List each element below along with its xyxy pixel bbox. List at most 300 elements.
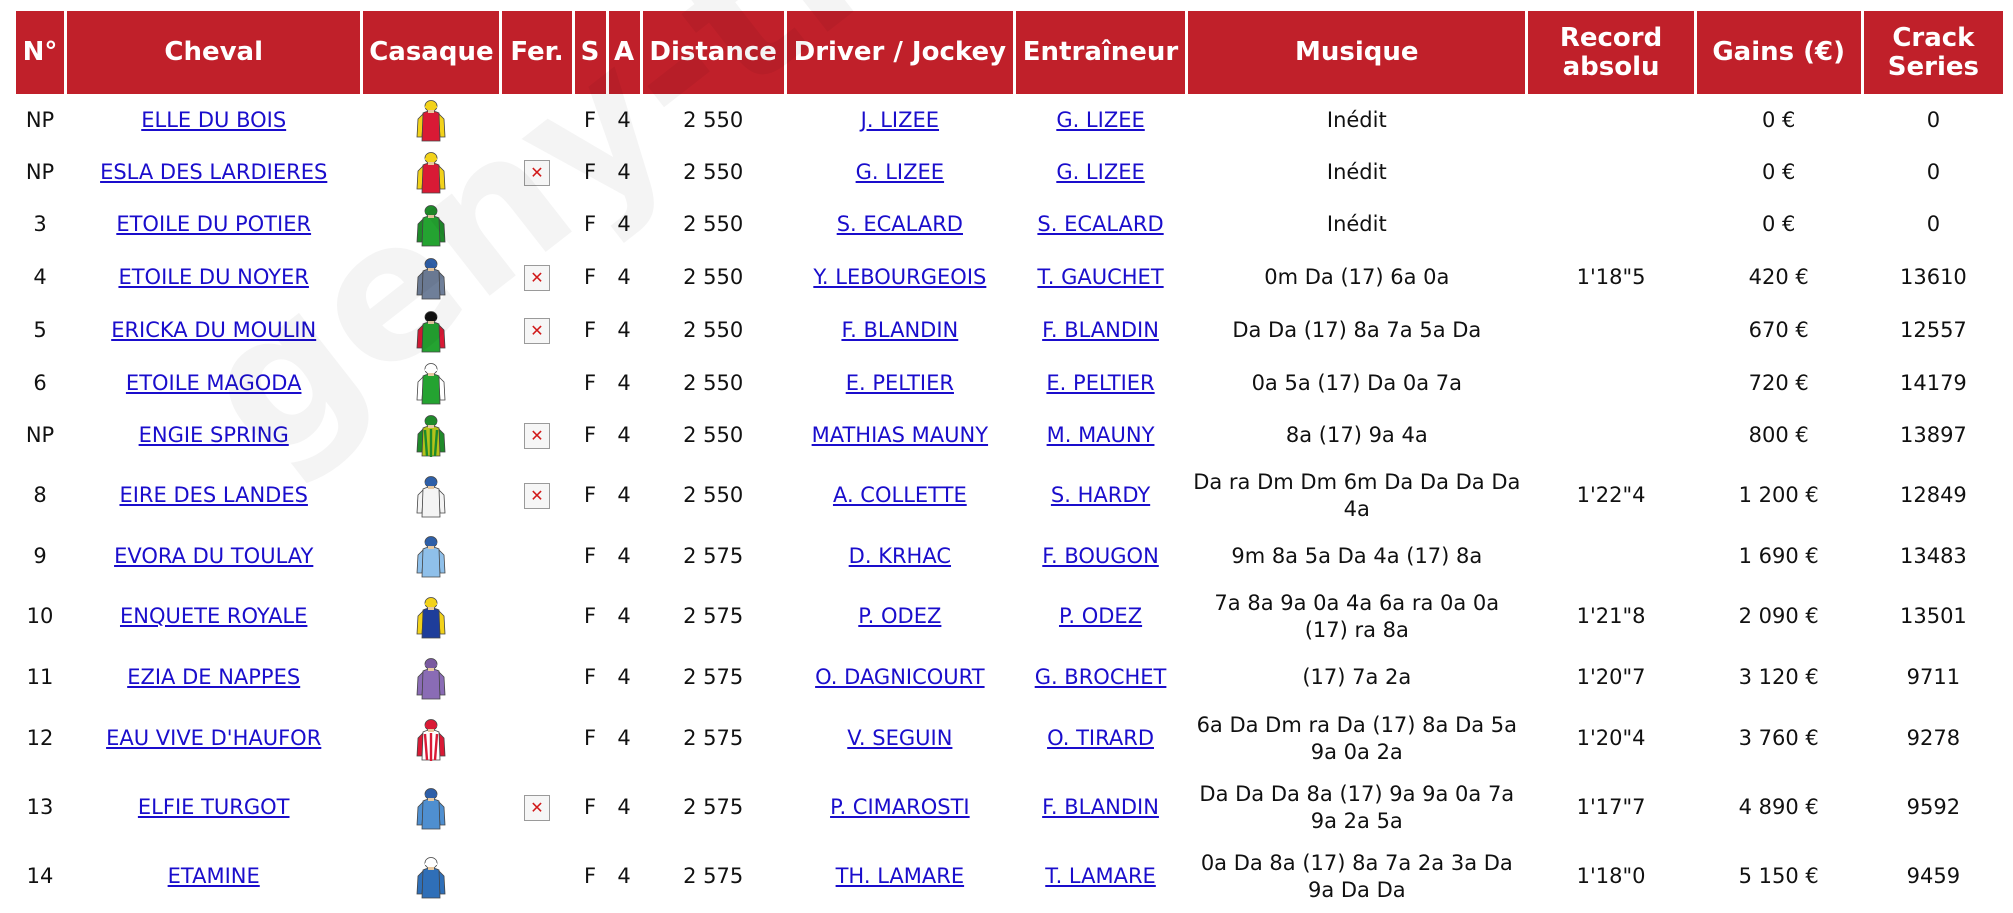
header-cheval[interactable]: Cheval <box>67 11 360 94</box>
cell-musique <box>1188 773 1525 842</box>
runner-musique: Inédit <box>1326 212 1387 236</box>
cell-entraineur <box>1016 198 1185 251</box>
cell-age <box>609 651 640 704</box>
cell-gains <box>1697 304 1861 357</box>
cell-crack <box>1864 651 2003 704</box>
cell-cheval <box>67 146 360 198</box>
cell-crack <box>1864 146 2003 198</box>
cell-num <box>16 461 64 530</box>
cell-driver <box>787 357 1013 409</box>
cell-record <box>1528 530 1693 582</box>
runner-record: 1'22"4 <box>1576 483 1646 507</box>
cell-num <box>16 651 64 704</box>
cell-gains <box>1697 146 1861 198</box>
cell-casaque <box>363 582 499 651</box>
horse-link[interactable]: ELFIE TURGOT <box>137 795 290 819</box>
cell-musique <box>1188 582 1525 651</box>
jockey-silk-icon <box>414 655 448 701</box>
runner-record: 1'20"7 <box>1576 665 1646 689</box>
cell-distance <box>643 461 784 530</box>
trainer-link[interactable]: G. LIZEE <box>1056 107 1145 132</box>
cell-driver <box>787 582 1013 651</box>
header-musique: Musique <box>1188 11 1525 94</box>
driver-link[interactable]: V. SEGUIN <box>847 726 953 750</box>
runner-age: 4 <box>617 483 631 507</box>
cell-record <box>1528 251 1693 304</box>
cell-sexe <box>575 357 606 409</box>
cell-age <box>609 251 640 304</box>
driver-link[interactable]: J. LIZEE <box>860 107 940 132</box>
horse-link[interactable]: ESLA DES LARDIERES <box>100 159 328 184</box>
runner-musique: 0m Da (17) 6a 0a <box>1264 265 1450 289</box>
runner-musique: Inédit <box>1326 107 1387 132</box>
runner-musique: 9m 8a 5a Da 4a (17) 8a <box>1231 543 1483 568</box>
cell-entraineur <box>1016 842 1185 911</box>
runner-age: 4 <box>617 265 631 289</box>
jockey-silk-icon <box>414 255 448 301</box>
cell-musique <box>1188 651 1525 704</box>
cell-crack <box>1864 304 2003 357</box>
runner-distance: 2 550 <box>683 422 744 447</box>
cell-casaque <box>363 409 499 461</box>
cell-casaque <box>363 251 499 304</box>
runner-number: 8 <box>33 483 47 507</box>
cell-fer <box>502 582 571 651</box>
runner-distance: 2 575 <box>683 543 744 568</box>
runner-age: 4 <box>617 318 631 342</box>
cell-musique <box>1188 530 1525 582</box>
cell-sexe <box>575 773 606 842</box>
runner-musique: Da ra Dm Dm 6m Da Da Da Da 4a <box>1193 469 1521 521</box>
cell-driver <box>787 530 1013 582</box>
cell-driver <box>787 304 1013 357</box>
header-record[interactable] <box>1528 11 1693 94</box>
horse-link[interactable]: EZIA DE NAPPES <box>127 665 301 689</box>
cell-num <box>16 773 64 842</box>
cell-entraineur <box>1016 94 1185 146</box>
jockey-silk-icon <box>414 785 448 831</box>
horseshoe-removed-icon <box>524 423 550 449</box>
cell-sexe <box>575 530 606 582</box>
cell-sexe <box>575 146 606 198</box>
cell-num <box>16 198 64 251</box>
cell-crack <box>1864 530 2003 582</box>
cell-cheval <box>67 704 360 773</box>
table-row <box>16 530 2003 582</box>
runner-distance: 2 575 <box>683 604 744 628</box>
runner-gains: 0 € <box>1762 159 1796 184</box>
trainer-link[interactable]: F. BLANDIN <box>1042 318 1159 342</box>
runner-gains: 420 € <box>1748 265 1809 289</box>
runner-age: 4 <box>617 864 631 888</box>
cell-age <box>609 461 640 530</box>
runner-distance: 2 575 <box>683 864 744 888</box>
driver-link[interactable]: A. COLLETTE <box>832 483 967 507</box>
trainer-link[interactable]: P. ODEZ <box>1058 604 1143 628</box>
cell-crack <box>1864 842 2003 911</box>
driver-link[interactable]: F. BLANDIN <box>841 318 959 342</box>
runner-crack: 13610 <box>1899 265 1967 289</box>
cell-distance <box>643 94 784 146</box>
runner-crack: 13501 <box>1899 604 1967 628</box>
runner-crack: 12557 <box>1899 318 1967 342</box>
cell-record <box>1528 198 1693 251</box>
cell-fer <box>502 251 571 304</box>
header-driver: Driver / Jockey <box>787 11 1013 94</box>
runner-distance: 2 575 <box>683 665 744 689</box>
cell-cheval <box>67 198 360 251</box>
runner-distance: 2 550 <box>683 483 744 507</box>
runner-gains: 5 150 € <box>1738 864 1819 888</box>
cell-entraineur <box>1016 582 1185 651</box>
header-gains[interactable]: Gains (€) <box>1697 11 1861 94</box>
cell-crack <box>1864 198 2003 251</box>
header-crack[interactable] <box>1864 11 2003 94</box>
driver-link[interactable]: E. PELTIER <box>845 370 954 395</box>
cell-gains <box>1697 94 1861 146</box>
cell-gains <box>1697 198 1861 251</box>
runner-sex: F <box>584 370 597 395</box>
runner-number: NP <box>25 107 55 132</box>
runner-sex: F <box>584 864 597 888</box>
driver-link[interactable]: G. LIZEE <box>855 159 945 184</box>
runner-sex: F <box>584 422 597 447</box>
horse-link[interactable]: ETOILE DU POTIER <box>116 212 312 236</box>
header-casaque: Casaque <box>363 11 499 94</box>
cell-crack <box>1864 251 2003 304</box>
jockey-silk-icon <box>414 594 448 640</box>
runner-crack: 9459 <box>1906 864 1961 888</box>
runner-sex: F <box>584 107 597 132</box>
trainer-link[interactable]: T. LAMARE <box>1045 864 1156 888</box>
horse-link[interactable]: EAU VIVE D'HAUFOR <box>106 726 322 750</box>
table-row <box>16 251 2003 304</box>
cell-entraineur <box>1016 773 1185 842</box>
cell-sexe <box>575 842 606 911</box>
horseshoe-removed-icon <box>524 318 550 344</box>
runner-distance: 2 550 <box>683 107 744 132</box>
runner-sex: F <box>584 159 597 184</box>
jockey-silk-icon <box>414 202 448 248</box>
table-row <box>16 198 2003 251</box>
table-row <box>16 582 2003 651</box>
runner-crack: 9711 <box>1906 665 1961 689</box>
cell-age <box>609 146 640 198</box>
trainer-link[interactable]: S. ECALARD <box>1037 212 1164 236</box>
horse-link[interactable]: ELLE DU BOIS <box>141 107 287 132</box>
jockey-silk-icon <box>414 473 448 519</box>
trainer-link[interactable]: T. GAUCHET <box>1037 265 1164 289</box>
runner-age: 4 <box>617 159 631 184</box>
runner-number: 6 <box>33 370 47 395</box>
runner-crack: 9592 <box>1906 795 1961 819</box>
runner-number: 14 <box>26 864 54 888</box>
cell-entraineur <box>1016 357 1185 409</box>
cell-musique <box>1188 251 1525 304</box>
cell-casaque <box>363 842 499 911</box>
cell-fer <box>502 146 571 198</box>
runner-crack: 0 <box>1926 107 1941 132</box>
cell-fer <box>502 651 571 704</box>
header-crack-line1: Crack <box>1892 22 1975 53</box>
horseshoe-removed-icon <box>524 265 550 291</box>
driver-link[interactable]: D. KRHAC <box>848 543 952 568</box>
horse-link[interactable]: ERICKA DU MOULIN <box>111 318 317 342</box>
jockey-silk-icon <box>414 716 448 762</box>
cell-num <box>16 704 64 773</box>
jockey-silk-icon <box>414 360 448 406</box>
cell-musique <box>1188 146 1525 198</box>
cell-sexe <box>575 461 606 530</box>
cell-gains <box>1697 651 1861 704</box>
driver-link[interactable]: S. ECALARD <box>836 212 963 236</box>
cell-musique <box>1188 704 1525 773</box>
runner-number: 4 <box>33 265 47 289</box>
cell-num <box>16 94 64 146</box>
jockey-silk-icon <box>414 97 448 143</box>
cell-record <box>1528 94 1693 146</box>
runner-record: 1'20"4 <box>1576 726 1646 750</box>
cell-age <box>609 530 640 582</box>
cell-record <box>1528 704 1693 773</box>
runner-gains: 3 120 € <box>1738 665 1819 689</box>
cell-casaque <box>363 704 499 773</box>
cell-entraineur <box>1016 251 1185 304</box>
table-row <box>16 94 2003 146</box>
cell-num <box>16 357 64 409</box>
runner-sex: F <box>584 543 597 568</box>
runner-musique: Inédit <box>1326 159 1387 184</box>
cell-casaque <box>363 94 499 146</box>
cell-age <box>609 582 640 651</box>
cell-cheval <box>67 461 360 530</box>
runner-gains: 4 890 € <box>1738 795 1819 819</box>
runner-gains: 0 € <box>1762 107 1796 132</box>
trainer-link[interactable]: G. BROCHET <box>1034 665 1167 689</box>
cell-crack <box>1864 582 2003 651</box>
runner-age: 4 <box>617 212 631 236</box>
runner-crack: 14179 <box>1899 370 1967 395</box>
jockey-silk-icon <box>414 308 448 354</box>
driver-link[interactable]: P. ODEZ <box>858 604 942 628</box>
runner-sex: F <box>584 726 597 750</box>
trainer-link[interactable]: F. BOUGON <box>1042 543 1159 568</box>
runner-record: 1'17"7 <box>1576 795 1646 819</box>
cell-cheval <box>67 773 360 842</box>
cell-entraineur <box>1016 530 1185 582</box>
cell-musique <box>1188 461 1525 530</box>
trainer-link[interactable]: F. BLANDIN <box>1042 795 1159 819</box>
runner-record: 1'18"5 <box>1576 265 1646 289</box>
runner-crack: 13897 <box>1899 422 1967 447</box>
cell-age <box>609 304 640 357</box>
cell-distance <box>643 198 784 251</box>
trainer-link[interactable]: E. PELTIER <box>1046 370 1155 395</box>
cell-entraineur <box>1016 461 1185 530</box>
runner-crack: 0 <box>1926 212 1941 236</box>
cell-musique <box>1188 842 1525 911</box>
horse-link[interactable]: ETOILE MAGODA <box>125 370 302 395</box>
cell-num <box>16 530 64 582</box>
runner-crack: 9278 <box>1906 726 1961 750</box>
cell-fer <box>502 357 571 409</box>
runner-crack: 13483 <box>1899 543 1967 568</box>
jockey-silk-icon <box>414 149 448 195</box>
cell-driver <box>787 94 1013 146</box>
cell-casaque <box>363 357 499 409</box>
runner-age: 4 <box>617 422 631 447</box>
cell-record <box>1528 461 1693 530</box>
cell-musique <box>1188 357 1525 409</box>
cell-record <box>1528 773 1693 842</box>
trainer-link[interactable]: O. TIRARD <box>1047 726 1154 750</box>
runner-gains: 800 € <box>1748 422 1809 447</box>
cell-musique <box>1188 409 1525 461</box>
cell-age <box>609 357 640 409</box>
cell-crack <box>1864 357 2003 409</box>
runner-distance: 2 575 <box>683 726 744 750</box>
trainer-link[interactable]: S. HARDY <box>1050 483 1151 507</box>
trainer-link[interactable]: G. LIZEE <box>1056 159 1145 184</box>
cell-num <box>16 409 64 461</box>
table-row <box>16 461 2003 530</box>
cell-distance <box>643 773 784 842</box>
horseshoe-removed-icon <box>524 160 550 186</box>
header-age: A <box>609 11 640 94</box>
trainer-link[interactable]: M. MAUNY <box>1046 422 1155 447</box>
cell-age <box>609 704 640 773</box>
runner-distance: 2 575 <box>683 795 744 819</box>
cell-entraineur <box>1016 704 1185 773</box>
cell-entraineur <box>1016 409 1185 461</box>
cell-fer <box>502 773 571 842</box>
runner-age: 4 <box>617 107 631 132</box>
driver-link[interactable]: MATHIAS MAUNY <box>811 422 989 447</box>
cell-sexe <box>575 582 606 651</box>
driver-link[interactable]: TH. LAMARE <box>835 864 965 888</box>
header-distance[interactable]: Distance <box>643 11 784 94</box>
header-sexe: S <box>575 11 606 94</box>
runner-sex: F <box>584 212 597 236</box>
cell-gains <box>1697 357 1861 409</box>
header-fer: Fer. <box>502 11 571 94</box>
driver-link[interactable]: O. DAGNICOURT <box>815 665 985 689</box>
cell-crack <box>1864 94 2003 146</box>
runner-musique: Da Da Da 8a (17) 9a 9a 0a 7a 9a 2a 5a <box>1199 781 1515 833</box>
cell-fer <box>502 704 571 773</box>
runner-sex: F <box>584 795 597 819</box>
horse-link[interactable]: ETAMINE <box>167 864 260 888</box>
cell-cheval <box>67 582 360 651</box>
cell-age <box>609 94 640 146</box>
runner-sex: F <box>584 265 597 289</box>
runner-musique: 0a 5a (17) Da 0a 7a <box>1251 370 1463 395</box>
header-num[interactable]: N° <box>16 11 64 94</box>
cell-casaque <box>363 304 499 357</box>
cell-gains <box>1697 842 1861 911</box>
horse-link[interactable]: ENQUETE ROYALE <box>119 604 308 628</box>
runner-musique: 0a Da 8a (17) 8a 7a 2a 3a Da 9a Da Da <box>1200 850 1513 902</box>
runner-age: 4 <box>617 543 631 568</box>
runner-number: 5 <box>33 318 47 342</box>
cell-age <box>609 842 640 911</box>
cell-casaque <box>363 773 499 842</box>
runner-distance: 2 550 <box>683 265 744 289</box>
runner-number: 9 <box>33 543 47 568</box>
cell-driver <box>787 704 1013 773</box>
cell-distance <box>643 651 784 704</box>
driver-link[interactable]: P. CIMAROSTI <box>830 795 970 819</box>
horse-link[interactable]: ETOILE DU NOYER <box>118 265 309 289</box>
runner-number: NP <box>25 159 55 184</box>
table-row <box>16 842 2003 911</box>
runner-gains: 0 € <box>1762 212 1796 236</box>
cell-driver <box>787 461 1013 530</box>
runner-sex: F <box>584 483 597 507</box>
cell-sexe <box>575 409 606 461</box>
cell-record <box>1528 842 1693 911</box>
runner-gains: 2 090 € <box>1738 604 1819 628</box>
cell-cheval <box>67 842 360 911</box>
table-row <box>16 304 2003 357</box>
runner-record: 1'18"0 <box>1576 864 1646 888</box>
table-row <box>16 651 2003 704</box>
cell-distance <box>643 357 784 409</box>
header-row <box>16 11 2003 94</box>
cell-driver <box>787 198 1013 251</box>
runner-musique: (17) 7a 2a <box>1302 665 1412 689</box>
runner-musique: 7a 8a 9a 0a 4a 6a ra 0a 0a (17) ra 8a <box>1214 590 1500 642</box>
horse-link[interactable]: EIRE DES LANDES <box>119 483 308 507</box>
cell-crack <box>1864 773 2003 842</box>
runner-sex: F <box>584 318 597 342</box>
cell-crack <box>1864 409 2003 461</box>
horse-link[interactable]: ENGIE SPRING <box>138 422 289 447</box>
cell-sexe <box>575 251 606 304</box>
driver-link[interactable]: Y. LEBOURGEOIS <box>813 265 987 289</box>
runner-crack: 12849 <box>1899 483 1967 507</box>
cell-driver <box>787 409 1013 461</box>
cell-record <box>1528 409 1693 461</box>
cell-sexe <box>575 304 606 357</box>
cell-driver <box>787 651 1013 704</box>
cell-entraineur <box>1016 146 1185 198</box>
cell-musique <box>1188 94 1525 146</box>
runner-gains: 3 760 € <box>1738 726 1819 750</box>
runner-gains: 1 690 € <box>1738 543 1819 568</box>
cell-record <box>1528 582 1693 651</box>
cell-musique <box>1188 304 1525 357</box>
cell-gains <box>1697 461 1861 530</box>
cell-cheval <box>67 651 360 704</box>
cell-distance <box>643 304 784 357</box>
cell-gains <box>1697 582 1861 651</box>
jockey-silk-icon <box>414 412 448 458</box>
runner-record: 1'21"8 <box>1576 604 1646 628</box>
horse-link[interactable]: EVORA DU TOULAY <box>114 543 314 568</box>
jockey-silk-icon <box>414 533 448 579</box>
cell-crack <box>1864 704 2003 773</box>
cell-distance <box>643 582 784 651</box>
header-record-line1: Record <box>1559 22 1663 53</box>
cell-cheval <box>67 409 360 461</box>
runner-age: 4 <box>617 665 631 689</box>
cell-sexe <box>575 198 606 251</box>
cell-record <box>1528 304 1693 357</box>
cell-distance <box>643 409 784 461</box>
cell-casaque <box>363 146 499 198</box>
cell-casaque <box>363 461 499 530</box>
